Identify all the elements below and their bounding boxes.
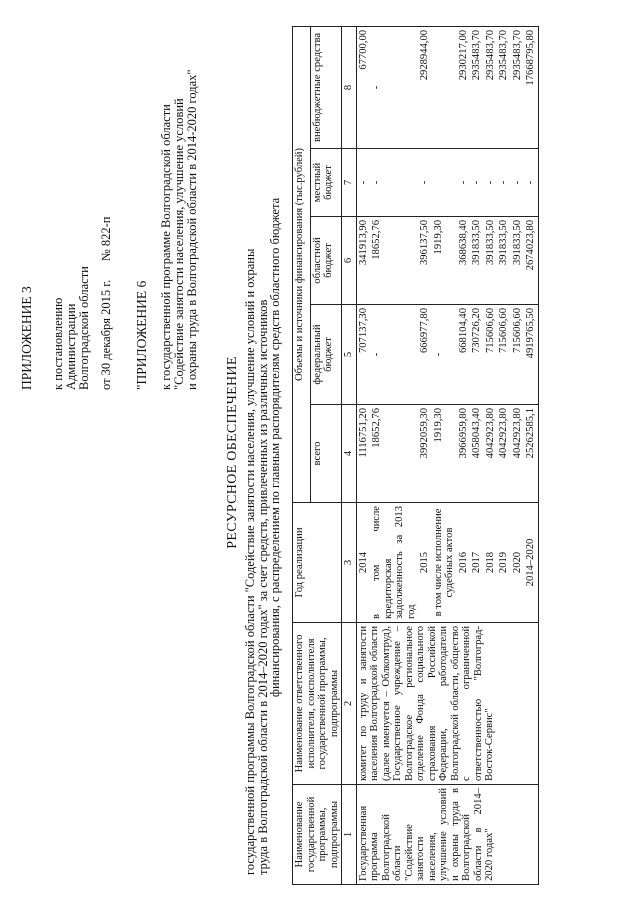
federal-cell: 730726,20 xyxy=(470,305,484,405)
regional-cell: 18652,76 xyxy=(370,217,418,305)
federal-cell: 715606,60 xyxy=(484,305,498,405)
column-index: 8 xyxy=(342,26,357,148)
year-cell: 2014–2020 xyxy=(524,503,538,623)
year-cell: в том числе исполнение судебных актов xyxy=(432,503,457,623)
column-index: 1 xyxy=(342,785,357,885)
program-reference xyxy=(160,70,199,391)
header-funding-group: Объемы и источники финансирования (тыс.рублей) xyxy=(293,26,311,502)
header-total: всего xyxy=(310,405,341,503)
total-cell: 25262585,1 xyxy=(524,405,538,503)
local-cell: - xyxy=(470,149,484,217)
program-ref-line: и охраны труда в Волгоградской области в 2014-2020 годах" xyxy=(185,69,199,390)
local-cell: - xyxy=(356,149,370,217)
column-index: 6 xyxy=(342,217,357,305)
resource-table xyxy=(292,26,539,885)
extrabudgetary-cell: 2935483,70 xyxy=(470,26,484,148)
header-executor: Наименование ответственного исполнителя, соисполнителя государственной программы, подпрограммы xyxy=(293,623,342,785)
executor-cell: комитет по труду и занятости населения Волгоградской области (далее именуется – Облкомтруд), Государственное учреждение – Волгоградское региональное отделение Фонда социального страхования Российской Федерации, работодатели Волгоградской области, общество с ограниченной ответственностью "Волгоград-Восток-Сервис" xyxy=(356,623,538,785)
year-cell: 2014 xyxy=(356,503,370,623)
program-ref-line: к государственной программе Волгоградской области xyxy=(159,104,173,390)
subtitle-line: государственной программы Волгоградской области "Содействие занятости населения, улучшение условий и охраны xyxy=(243,248,257,875)
total-cell: 4058043,40 xyxy=(470,405,484,503)
resolution-date: от 30 декабря 2015 г. № 822-п xyxy=(99,216,113,390)
total-cell: 3992059,30 xyxy=(418,405,432,503)
column-index: 7 xyxy=(342,149,357,217)
local-cell: - xyxy=(524,149,538,217)
extrabudgetary-cell: 2935483,70 xyxy=(484,26,498,148)
year-cell: 2016 xyxy=(457,503,471,623)
column-index: 5 xyxy=(342,305,357,405)
appendix-6-heading: "ПРИЛОЖЕНИЕ 6 xyxy=(134,280,149,390)
document-subtitle xyxy=(244,20,282,875)
total-cell: 4042923,80 xyxy=(497,405,511,503)
regional-cell: 1919,30 xyxy=(432,217,457,305)
column-index: 2 xyxy=(342,623,357,785)
regional-cell: 341913,90 xyxy=(356,217,370,305)
regional-cell: 396137,50 xyxy=(418,217,432,305)
resolution-line: Волгоградской области xyxy=(77,266,91,390)
regional-cell: 368638,40 xyxy=(457,217,471,305)
document-title: РЕСУРСНОЕ ОБЕСПЕЧЕНИЕ xyxy=(225,356,240,549)
header-program-name: Наименование государственной программы, подпрограммы xyxy=(293,785,342,885)
resolution-reference xyxy=(52,266,91,390)
regional-cell: 391833,50 xyxy=(511,217,525,305)
regional-cell: 391833,50 xyxy=(484,217,498,305)
federal-cell: 666977,80 xyxy=(418,305,432,405)
extrabudgetary-cell: 17668795,80 xyxy=(524,26,538,148)
header-federal: федеральный бюджет xyxy=(310,305,341,405)
extrabudgetary-cell: 2935483,70 xyxy=(511,26,525,148)
year-cell: 2020 xyxy=(511,503,525,623)
header-regional: областной бюджет xyxy=(310,217,341,305)
year-cell: в том числе кредиторская задолженность за 2013 год xyxy=(370,503,418,623)
column-index: 3 xyxy=(342,503,357,623)
program-name-cell: Государственная программа Волгоградской области "Содействие занятости населения, улучшение условий и охраны труда в Волгоградской области в 2014–2020 годах" xyxy=(356,785,538,885)
program-ref-line: "Содействие занятости населения, улучшение условий xyxy=(172,98,186,390)
federal-cell: - xyxy=(432,305,457,405)
federal-cell: 4919765,50 xyxy=(524,305,538,405)
regional-cell: 391833,50 xyxy=(470,217,484,305)
total-cell: 18652,76 xyxy=(370,405,418,503)
header-local: местный бюджет xyxy=(310,149,341,217)
appendix-3-heading: ПРИЛОЖЕНИЕ 3 xyxy=(19,286,34,390)
local-cell: - xyxy=(370,149,418,217)
local-cell xyxy=(432,149,457,217)
total-cell: 4042923,80 xyxy=(484,405,498,503)
federal-cell: - xyxy=(370,305,418,405)
header-year: Год реализации xyxy=(293,503,342,623)
federal-cell: 715606,60 xyxy=(497,305,511,405)
local-cell: - xyxy=(418,149,432,217)
extrabudgetary-cell: 2928944,00 xyxy=(418,26,432,148)
federal-cell: 707137,30 xyxy=(356,305,370,405)
local-cell: - xyxy=(457,149,471,217)
resolution-line: к постановлению xyxy=(51,297,65,390)
header-extrabudgetary: внебюджетные средства xyxy=(310,26,341,148)
column-index: 4 xyxy=(342,405,357,503)
total-cell: 1919,30 xyxy=(432,405,457,503)
total-cell: 4042923,80 xyxy=(511,405,525,503)
regional-cell: 2674023,80 xyxy=(524,217,538,305)
extrabudgetary-cell: 2930217,00 xyxy=(457,26,471,148)
year-cell: 2018 xyxy=(484,503,498,623)
year-cell: 2017 xyxy=(470,503,484,623)
total-cell: 3966959,80 xyxy=(457,405,471,503)
local-cell: - xyxy=(484,149,498,217)
table-row xyxy=(356,26,370,884)
federal-cell: 668104,40 xyxy=(457,305,471,405)
federal-cell: 715606,60 xyxy=(511,305,525,405)
subtitle-line: финансирования, с распределением по главным распорядителям средств областного бюджета xyxy=(268,197,282,698)
regional-cell: 391833,50 xyxy=(497,217,511,305)
year-cell: 2019 xyxy=(497,503,511,623)
extrabudgetary-cell: - xyxy=(370,26,418,148)
local-cell: - xyxy=(511,149,525,217)
year-cell: 2015 xyxy=(418,503,432,623)
extrabudgetary-cell: 2935483,70 xyxy=(497,26,511,148)
resolution-line: Администрации xyxy=(64,303,78,390)
extrabudgetary-cell: 67700,00 xyxy=(356,26,370,148)
total-cell: 1116751,20 xyxy=(356,405,370,503)
subtitle-line: труда в Волгоградской области в 2014–2020 годах" за счет средств, привлеченных из различных источников xyxy=(255,299,270,875)
local-cell: - xyxy=(497,149,511,217)
extrabudgetary-cell xyxy=(432,26,457,148)
